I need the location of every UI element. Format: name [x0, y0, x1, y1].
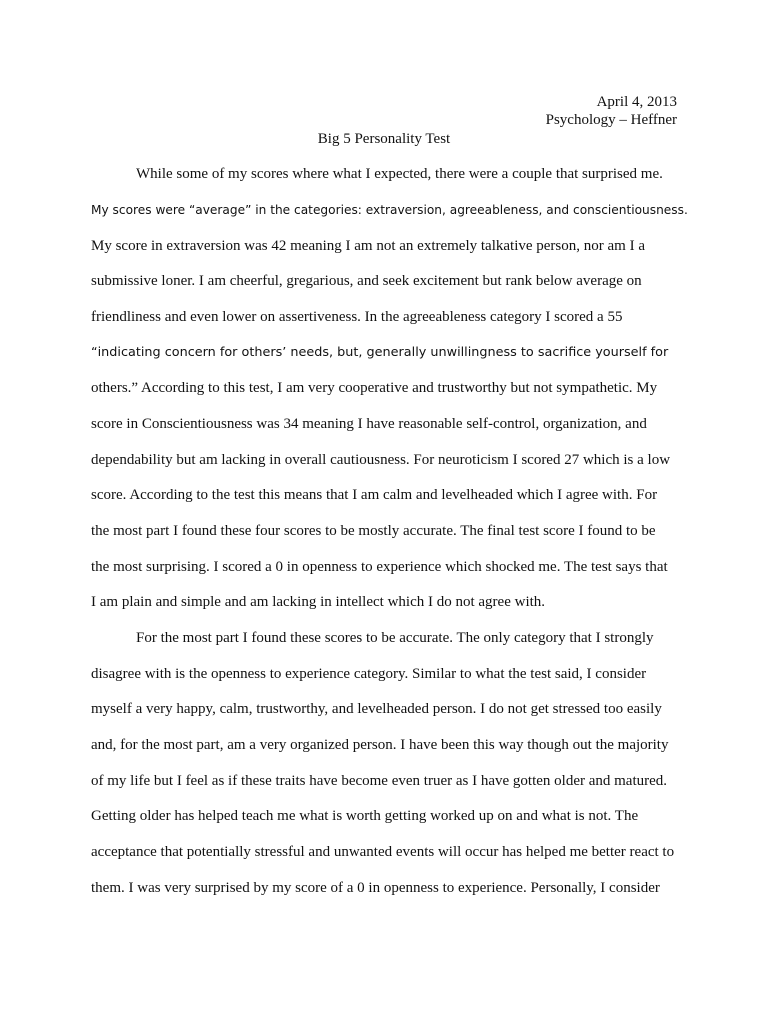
header-date: April 4, 2013 — [596, 94, 677, 110]
header-course: Psychology – Heffner — [545, 112, 677, 128]
document-title: Big 5 Personality Test — [317, 131, 451, 147]
body-line: and, for the most part, am a very organized person. I have been this way though out the majority — [91, 737, 669, 753]
body-line: friendliness and even lower on assertiveness. In the agreeableness category I scored a 55 — [91, 309, 623, 325]
body-line: submissive loner. I am cheerful, gregarious, and seek excitement but rank below average on — [91, 273, 642, 289]
body-line: My score in extraversion was 42 meaning I am not an extremely talkative person, nor am I a — [91, 238, 645, 254]
body-line: of my life but I feel as if these traits have become even truer as I have gotten older and matured. — [91, 773, 668, 789]
body-line: score in Conscientiousness was 34 meaning I have reasonable self-control, organization, and — [91, 416, 647, 432]
body-line: the most surprising. I scored a 0 in openness to experience which shocked me. The test says that — [91, 559, 668, 575]
body-line: For the most part I found these scores to be accurate. The only category that I strongly — [136, 630, 654, 646]
body-line: I am plain and simple and am lacking in intellect which I do not agree with. — [91, 594, 546, 610]
body-line: disagree with is the openness to experience category. Similar to what the test said, I consider — [91, 666, 647, 682]
body-line: dependability but am lacking in overall cautiousness. For neuroticism I scored 27 which is a low — [91, 452, 671, 468]
body-line: the most part I found these four scores to be mostly accurate. The final test score I found to be — [91, 523, 656, 539]
body-line: While some of my scores where what I expected, there were a couple that surprised me. — [136, 166, 663, 182]
body-line: Getting older has helped teach me what is worth getting worked up on and what is not. The — [91, 808, 639, 824]
body-line: acceptance that potentially stressful and unwanted events will occur has helped me better react to — [91, 844, 675, 860]
body-line: My scores were “average” in the categories: extraversion, agreeableness, and conscientiousness. — [91, 203, 688, 218]
body-line: others.” According to this test, I am very cooperative and trustworthy but not sympathetic. My — [91, 380, 658, 396]
body-line: myself a very happy, calm, trustworthy, and levelheaded person. I do not get stressed too easily — [91, 701, 662, 717]
body-line: score. According to the test this means that I am calm and levelheaded which I agree with. For — [91, 487, 658, 503]
body-line: them. I was very surprised by my score of a 0 in openness to experience. Personally, I consider — [91, 880, 660, 896]
body-line: “indicating concern for others’ needs, but, generally unwillingness to sacrifice yourself for — [91, 345, 669, 360]
